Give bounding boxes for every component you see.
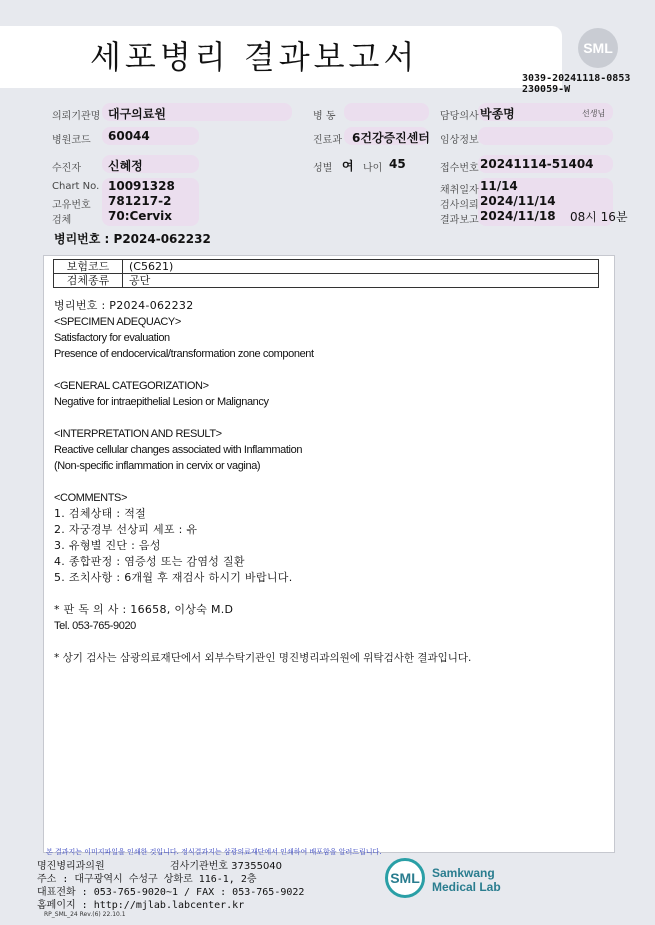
- request-label: 검사의뢰: [440, 200, 479, 211]
- report-line: 2. 자궁경부 선상피 세포 : 유: [54, 523, 198, 536]
- lab-name-line1: Samkwang: [432, 866, 495, 880]
- report-line: 4. 종합판정 : 염증성 또는 감염성 질환: [54, 555, 245, 568]
- sex-label: 성별: [313, 163, 333, 174]
- insurance-code-key: 보험코드: [54, 260, 123, 274]
- lab-name-line2: Medical Lab: [432, 880, 501, 894]
- insurance-table: [53, 259, 599, 288]
- chart-label: Chart No.: [52, 181, 100, 192]
- report-number-line2: 230059-W: [522, 84, 571, 95]
- address: 주소 : 대구광역시 수성구 상화로 116-1, 2층: [37, 874, 257, 885]
- homepage: 홈페이지 : http://mjlab.labcenter.kr: [37, 900, 245, 911]
- report-line: Satisfactory for evaluation: [54, 332, 170, 344]
- report-line: [54, 410, 609, 426]
- pathology-number: 병리번호 : P2024-062232: [54, 232, 211, 246]
- specimen-type-key: 검체종류: [54, 274, 123, 288]
- insurance-code-value: (C5621): [123, 260, 599, 274]
- report-line: Reactive cellular changes associated with Inflammation: [54, 444, 303, 456]
- unique-label: 고유번호: [52, 200, 91, 211]
- result-time: 08시 16분: [570, 210, 628, 224]
- report-line: 병리번호 : P2024-062232: [54, 299, 194, 312]
- report-line: 5. 조치사항 : 6개월 후 재검사 하시기 바랍니다.: [54, 571, 293, 584]
- patient-label: 수진자: [52, 163, 81, 174]
- clinic-name: 명진병리과의원: [37, 861, 105, 872]
- dept-value: 6건강증진센터: [352, 131, 430, 145]
- report-line: * 판 독 의 사 : 16658, 이상숙 M.D: [54, 603, 234, 616]
- clinical-pill: [478, 127, 613, 145]
- result-date: 2024/11/18: [480, 209, 556, 223]
- report-line: 1. 검체상태 : 적절: [54, 507, 147, 520]
- report-line: <COMMENTS>: [54, 492, 128, 504]
- request-value: 2024/11/14: [480, 194, 556, 208]
- clinical-label: 임상정보: [440, 135, 479, 146]
- report-line: <SPECIMEN ADEQUACY>: [54, 316, 181, 328]
- hospital-code-label: 병원코드: [52, 135, 91, 146]
- report-line: Tel. 053-765-9020: [54, 620, 136, 632]
- form-code: RP_SML_24 Rev.(6) 22.10.1: [44, 911, 126, 918]
- phone: 대표전화 : 053-765-9020~1 / FAX : 053-765-9022: [37, 887, 305, 898]
- report-line: 3. 유형별 진단 : 음성: [54, 539, 161, 552]
- report-line: (Non-specific inflammation in cervix or vagina): [54, 460, 261, 472]
- unique-value: 781217-2: [108, 194, 172, 208]
- chart-value: 10091328: [108, 179, 175, 193]
- report-line: Presence of endocervical/transformation zone component: [54, 348, 314, 360]
- collect-value: 11/14: [480, 179, 518, 193]
- patient-value: 신혜정: [108, 159, 143, 173]
- sex-value: 여: [342, 159, 354, 173]
- report-line: Negative for intraepithelial Lesion or Malignancy: [54, 396, 269, 408]
- doctor-suffix: 선생님: [582, 109, 606, 118]
- institution-value: 대구의료원: [108, 107, 166, 121]
- ward-pill: [344, 103, 429, 121]
- lab-logo-icon: SML: [385, 858, 425, 898]
- report-body: [54, 298, 609, 666]
- specimen-label: 검체: [52, 215, 72, 226]
- specimen-value: 70:Cervix: [108, 209, 173, 223]
- age-value: 45: [389, 157, 406, 171]
- result-label: 결과보고: [440, 215, 479, 226]
- report-line: * 상기 검사는 삼광의료재단에서 외부수탁기관인 명진병리과의원에 위탁검사한 결과입니다.: [54, 652, 472, 664]
- dept-label: 진료과: [313, 135, 342, 146]
- agency-number: 검사기관번호 37355040: [170, 861, 283, 872]
- hospital-code-value: 60044: [108, 129, 150, 143]
- age-label: 나이: [363, 163, 383, 174]
- page-title: 세포병리 결과보고서: [90, 38, 419, 76]
- collect-label: 채취일자: [440, 185, 479, 196]
- report-line: [54, 634, 609, 650]
- ward-label: 병 동: [313, 111, 336, 122]
- institution-label: 의뢰기관명: [52, 111, 101, 122]
- sml-logo: SML: [578, 28, 618, 68]
- table-row: [54, 274, 599, 288]
- report-line: [54, 586, 609, 602]
- report-number-line1: 3039-20241118-0853: [522, 73, 631, 84]
- receipt-value: 20241114-51404: [480, 157, 594, 171]
- report-line: [54, 362, 609, 378]
- report-line: <INTERPRETATION AND RESULT>: [54, 428, 222, 440]
- specimen-type-value: 공단: [123, 274, 599, 288]
- table-row: [54, 260, 599, 274]
- report-line: <GENERAL CATEGORIZATION>: [54, 380, 209, 392]
- doctor-value: 박종명: [480, 107, 515, 121]
- report-line: [54, 474, 609, 490]
- receipt-label: 접수번호: [440, 163, 479, 174]
- print-notice: 본 결과지는 이미지파일을 인쇄한 것입니다. 정식결과지는 삼광의료재단에서 인쇄하여 배포함을 알려드립니다.: [46, 848, 382, 856]
- doctor-label: 담당의사: [440, 111, 479, 122]
